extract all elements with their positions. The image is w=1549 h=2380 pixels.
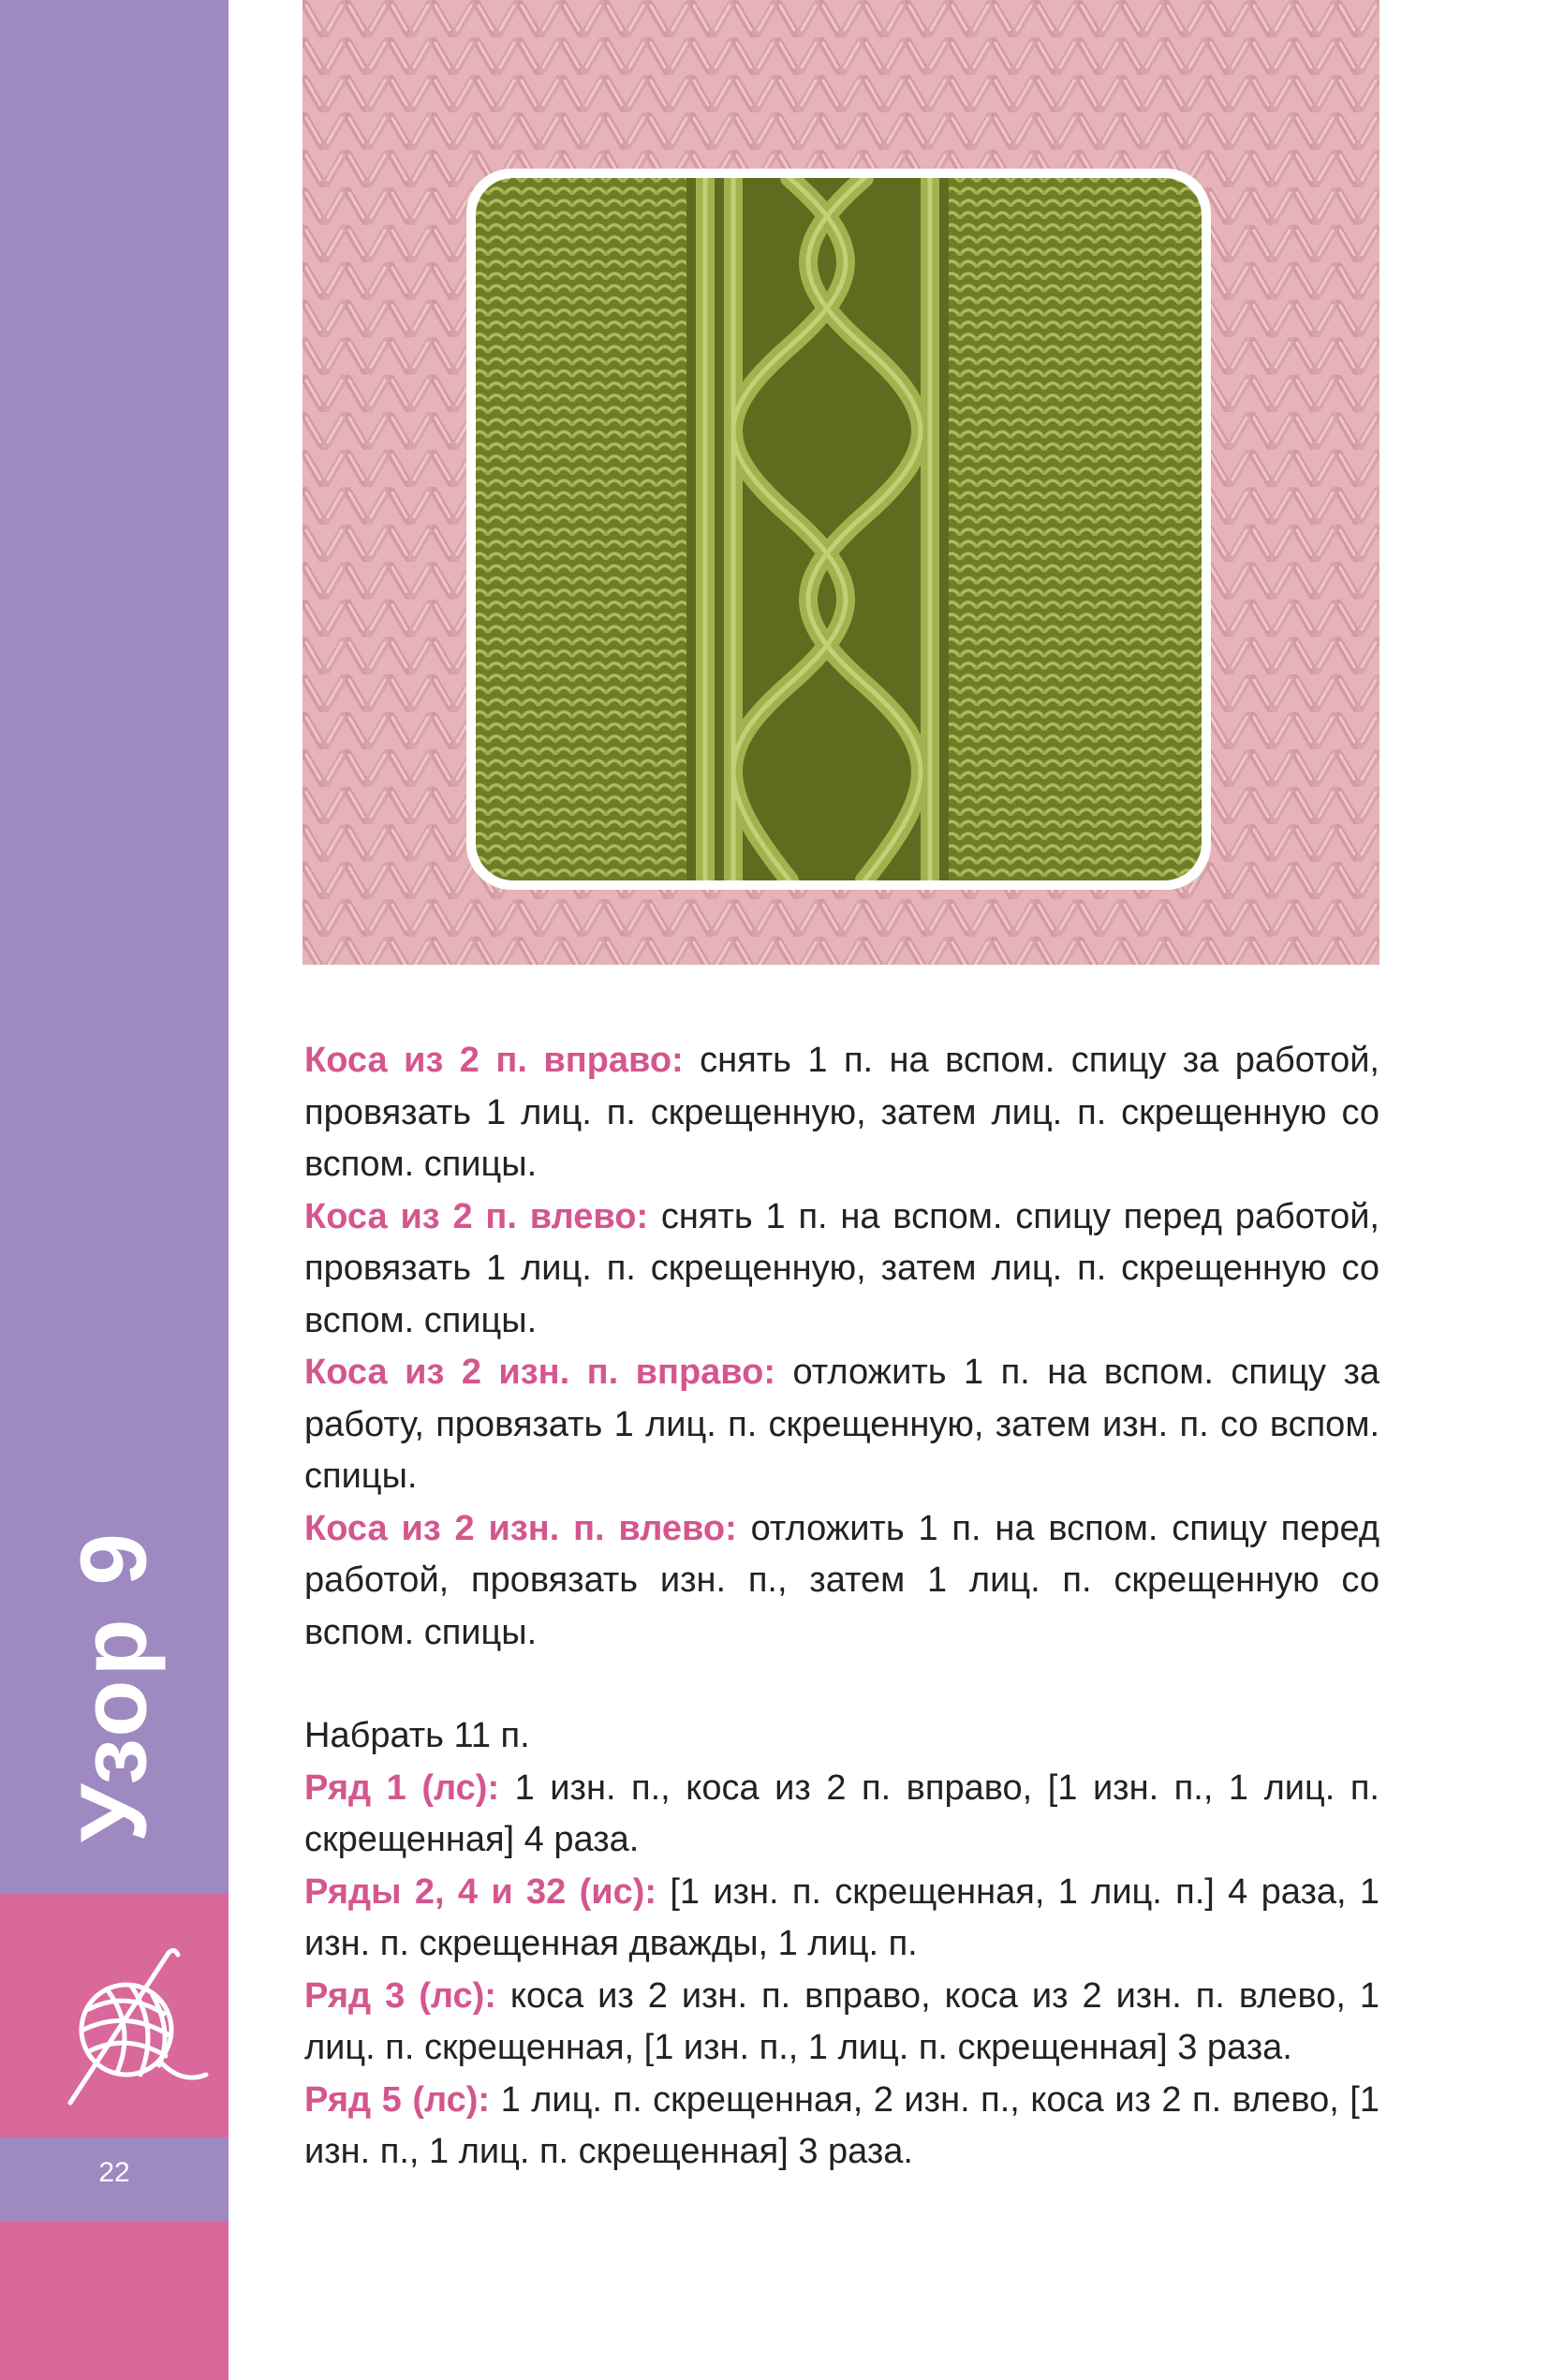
definition-term: Коса из 2 п. вправо:: [304, 1041, 684, 1080]
sidebar-bottom-band: [0, 2222, 229, 2380]
row-instruction: [304, 2075, 1379, 2179]
definition-paragraph: [304, 1191, 1379, 1348]
pattern-title: Узор 9: [61, 1529, 167, 1843]
row-text: коса из 2 изн. п. вправо, коса из 2 изн. п. влево, 1 лиц. п. скрещенная, [1 изн. п., 1 лиц. п. скрещенная] 3 раза.: [304, 1975, 1379, 2067]
definition-text: отложить 1 п. на вспом. спицу за работу, провязать 1 лиц. п. скрещенную, затем изн. п. со вспом. спицы.: [304, 1353, 1380, 1496]
row-instruction: [304, 1763, 1379, 1867]
definition-term: Коса из 2 изн. п. вправо:: [304, 1353, 776, 1392]
row-label: Ряд 5 (лс):: [304, 2079, 491, 2120]
row-label: Ряд 3 (лс):: [304, 1975, 496, 2016]
row-label: Ряды 2, 4 и 32 (ис):: [304, 1871, 657, 1912]
cast-on-line: Набрать 11 п.: [304, 1716, 530, 1755]
spacer: [304, 1659, 1379, 1710]
definition-paragraph: [304, 1503, 1379, 1660]
sidebar: [0, 0, 229, 2380]
row-instruction: [304, 1867, 1379, 1971]
yarn-ball-icon: [52, 1944, 215, 2107]
definition-term: Коса из 2 изн. п. влево:: [304, 1508, 737, 1548]
row-text: 1 изн. п., коса из 2 п. вправо, [1 изн. п., 1 лиц. п. скрещенная] 4 раза.: [304, 1767, 1379, 1859]
definition-text: снять 1 п. на вспом. спицу за работой, провязать 1 лиц. п. скрещенную, затем лиц. п. скрещенную со вспом. спицы.: [304, 1041, 1379, 1184]
row-text: 1 лиц. п. скрещенная, 2 изн. п., коса из 2 п. влево, [1 изн. п., 1 лиц. п. скрещенная] 3 раза.: [304, 2079, 1379, 2171]
definition-term: Коса из 2 п. влево:: [304, 1196, 649, 1236]
definition-text: снять 1 п. на вспом. спицу перед работой, провязать 1 лиц. п. скрещенную, затем лиц. п. скрещенную со вспом. спицы.: [304, 1196, 1379, 1340]
row-instruction: [304, 1971, 1379, 2075]
page-number: 22: [98, 2157, 130, 2188]
definition-text: отложить 1 п. на вспом. спицу перед работой, провязать изн. п., затем 1 лиц. п. скрещенную со вспом. спицы.: [304, 1508, 1380, 1652]
definition-paragraph: [304, 1347, 1379, 1503]
swatch-photo: [302, 0, 1379, 965]
definition-paragraph: [304, 1035, 1379, 1191]
instructions: [304, 1035, 1379, 2179]
row-text: [1 изн. п. скрещенная, 1 лиц. п.] 4 раза, 1 изн. п. скрещенная дважды, 1 лиц. п.: [304, 1871, 1380, 1963]
row-label: Ряд 1 (лс):: [304, 1767, 500, 1808]
